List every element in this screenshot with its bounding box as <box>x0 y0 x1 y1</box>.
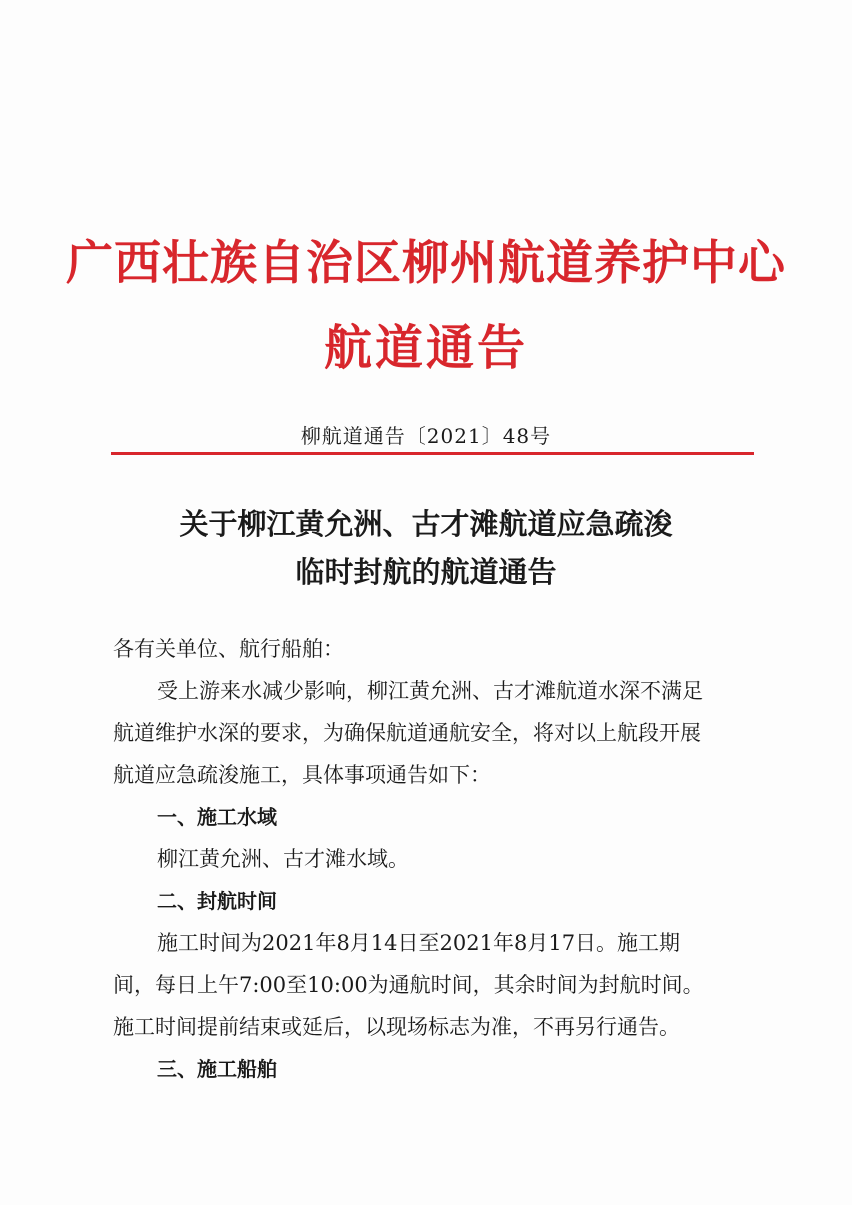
section-2-heading: 二、封航时间 <box>157 889 277 913</box>
title-line-2: 临时封航的航道通告 <box>295 555 557 589</box>
document-title <box>0 500 852 596</box>
section-2-line-1: 施工时间为2021年8月14日至2021年8月17日。施工期 <box>157 931 681 955</box>
title-line-1: 关于柳江黄允洲、古才滩航道应急疏浚 <box>179 507 673 541</box>
section-2-line-2: 间，每日上午7:00至10:00为通航时间，其余时间为封航时间。 <box>113 973 704 997</box>
issuing-organization-header: 广西壮族自治区柳州航道养护中心 <box>66 236 786 291</box>
section-1-text: 柳江黄允洲、古才滩水域。 <box>157 847 409 871</box>
intro-line-2: 航道维护水深的要求，为确保航道通航安全，将对以上航段开展 <box>113 721 701 745</box>
document-number: 柳航道通告〔2021〕48号 <box>300 424 552 448</box>
document-body <box>113 628 741 1090</box>
salutation: 各有关单位、航行船舶： <box>113 637 344 661</box>
section-3-heading: 三、施工船舶 <box>157 1057 277 1081</box>
notice-type-header: 航道通告 <box>323 320 528 376</box>
section-2-line-3: 施工时间提前结束或延后，以现场标志为准，不再另行通告。 <box>113 1015 680 1039</box>
section-1-heading: 一、施工水域 <box>157 805 277 829</box>
intro-line-3: 航道应急疏浚施工，具体事项通告如下： <box>113 763 491 787</box>
intro-line-1: 受上游来水减少影响，柳江黄允洲、古才滩航道水深不满足 <box>157 679 703 703</box>
red-separator-rule <box>111 452 754 455</box>
